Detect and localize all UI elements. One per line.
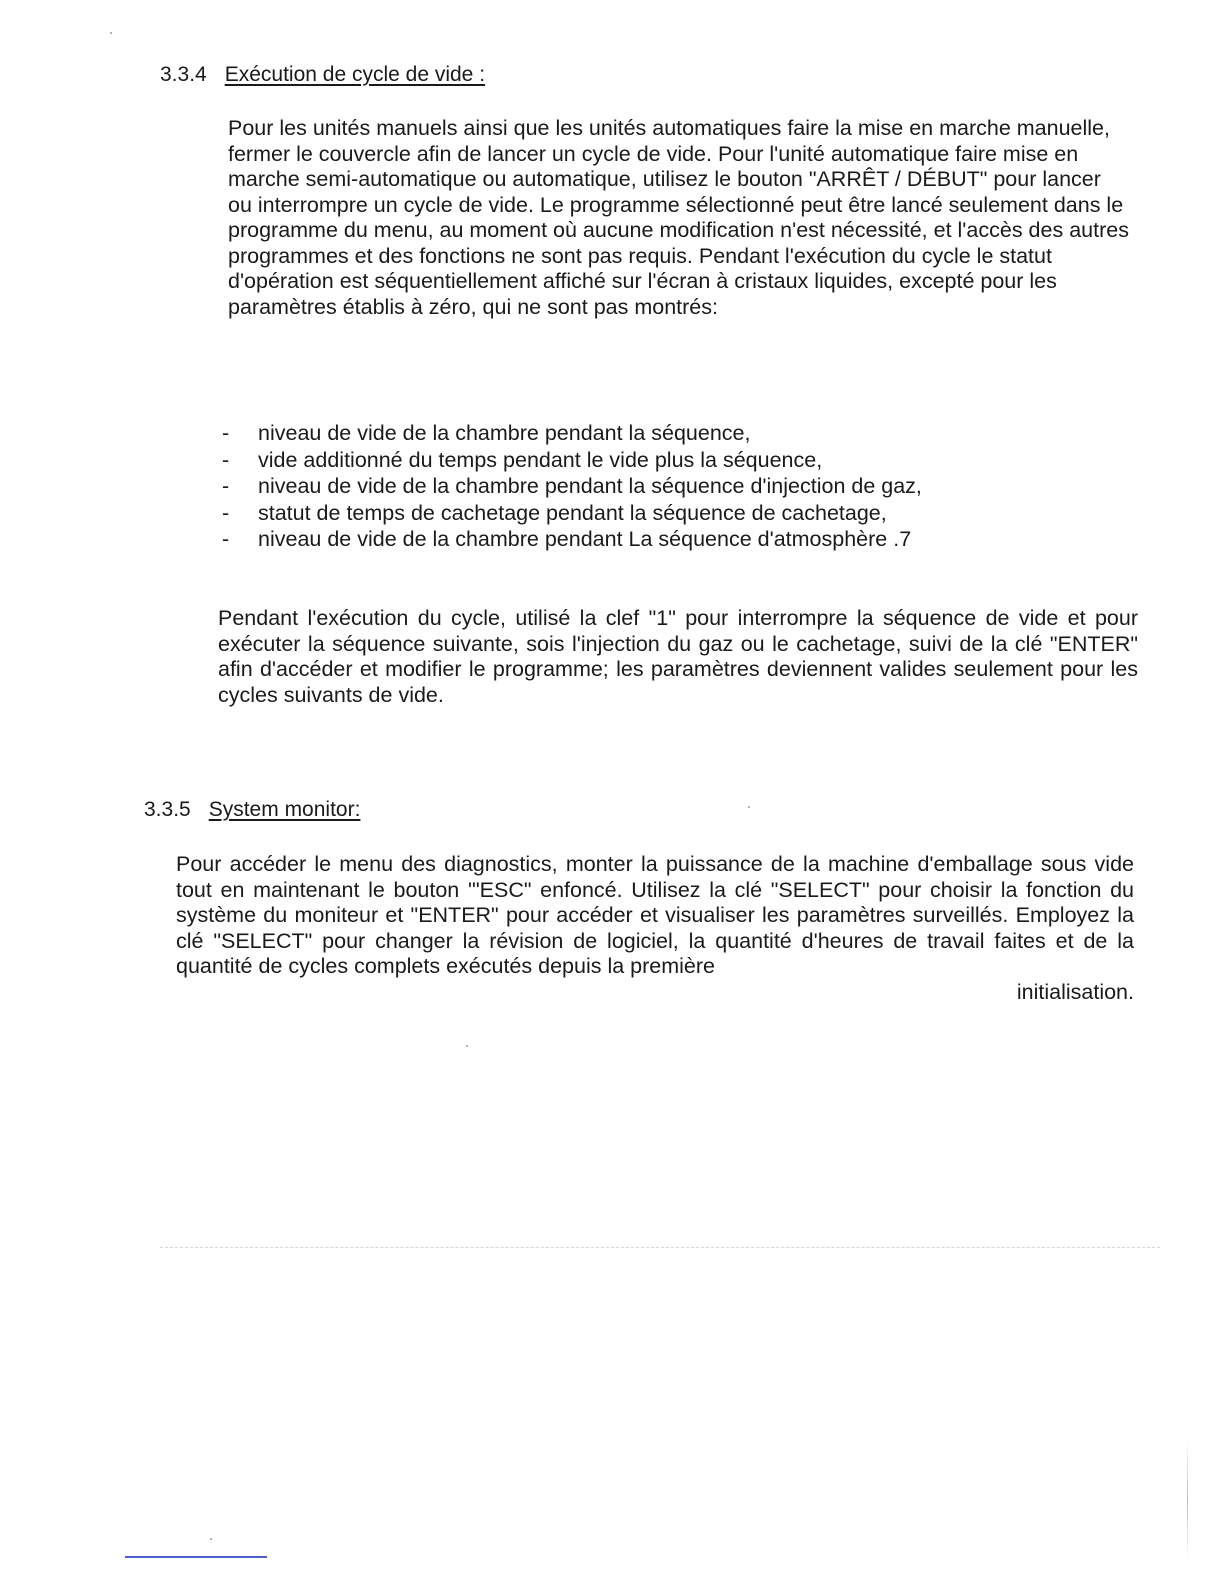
scan-artifact-edge [1187,1440,1188,1560]
scan-speck [748,806,750,808]
list-item: - statut de temps de cachetage pendant la séquence de cachetage, [222,500,887,525]
list-item: - niveau de vide de la chambre pendant La séquence d'atmosphère .7 [222,527,912,551]
section-334-bullet-list [222,420,922,553]
bullet-marker: - [222,500,230,525]
section-335-body: Pour accéder le menu des diagnostics, monter la puissance de la machine d'emballage sous vide tout en maintenant le bouton '"ESC" enfoncé. Utilisez la clé "SELECT" pour choisir la fonction du système du moniteur et "ENTER" pour accéder et visualiser les paramètres surveillés. Employez la clé "SELECT" pour changer la révision de logiciel, la quantité d'heures de travail faites et de la quantité de cycles complets exécutés depuis la première [176,852,1134,978]
section-334-title: Exécution de cycle de vide : [224,63,486,86]
scan-speck [110,32,112,34]
section-334-closing: Pendant l'exécution du cycle, utilisé la clef "1" pour interrompre la séquence de vide et pour exécuter la séquence suivante, sois l'injection du gaz ou le cachetage, suivi de la clé "ENTER" afin d'accéder et modifier le programme; les paramètres deviennent valides seulement pour les cycles suivants de vide. [218,606,1138,707]
bullet-marker: - [222,447,230,472]
list-item: - vide additionné du temps pendant le vide plus la séquence, [222,447,823,472]
list-item: - niveau de vide de la chambre pendant la séquence, [222,421,751,445]
scan-speck [210,1538,212,1540]
section-335-number: 3.3.5 [144,798,191,821]
bullet-marker: - [222,527,230,551]
bullet-marker: - [222,421,230,445]
section-335-trailing: initialisation. [1016,979,1134,1004]
section-334-heading [160,62,485,88]
bullet-marker: - [222,474,230,498]
list-item: - niveau de vide de la chambre pendant la séquence d'injection de gaz, [222,474,922,498]
section-335-title: System monitor: [208,798,361,821]
scan-speck [466,1045,468,1047]
scan-artifact-line [160,1247,1160,1248]
section-335-paragraph [176,852,1134,1005]
section-334-number: 3.3.4 [160,63,207,86]
scan-artifact-corner-mark [125,1556,267,1558]
section-334-intro: Pour les unités manuels ainsi que les unités automatiques faire la mise en marche manuelle, fermer le couvercle afin de lancer un cycle de vide. Pour l'unité automatique faire mise en marche semi-automatique ou automatique, utilisez le bouton "ARRÊT / DÉBUT" pour lancer ou interrompre un cycle de vide. Le programme sélectionné peut être lancé seulement dans le programme du menu, au moment où aucune modification n'est nécessité, et l'accès des autres programmes et des fonctions ne sont pas requis. Pendant l'exécution du cycle le statut d'opération est séquentiellement affiché sur l'écran à cristaux liquides, excepté pour les paramètres établis à zéro, qui ne sont pas montrés: [228,116,1129,319]
section-335-heading [144,797,360,823]
